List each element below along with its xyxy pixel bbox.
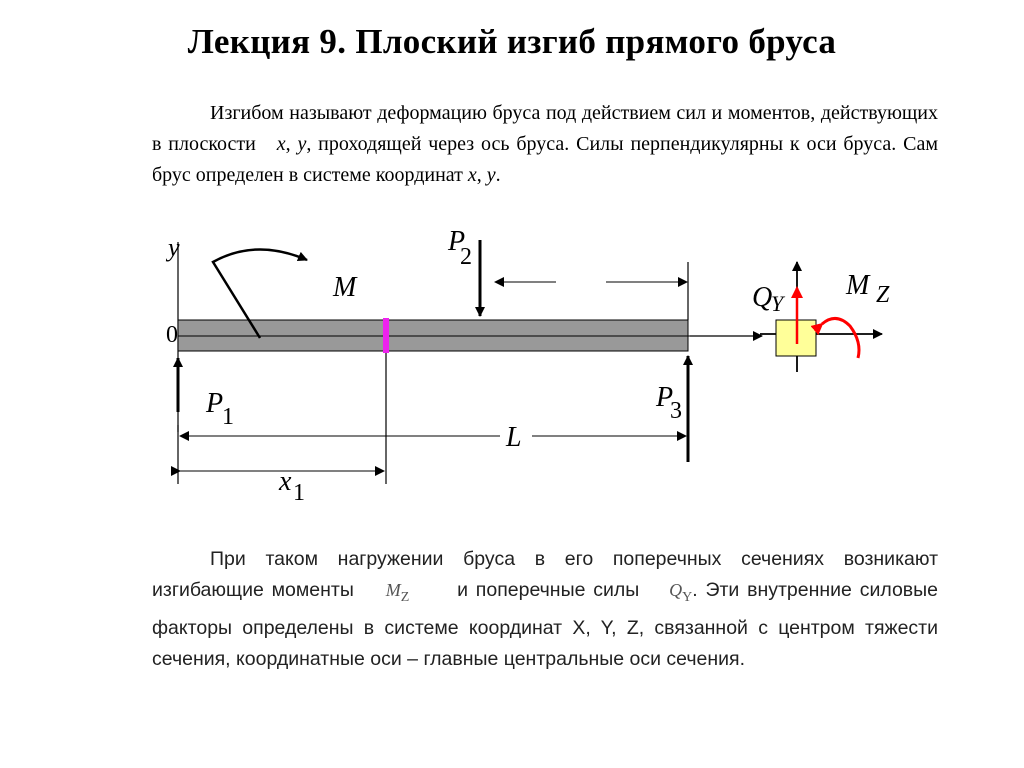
intro-text-2: , проходящей через ось бруса. Силы перпендикулярны к оси бруса. Сам брус определен в системе координат xyxy=(152,133,938,186)
intro-comma-2: , xyxy=(476,164,482,186)
p1-subscript: 1 xyxy=(222,404,234,430)
page-title: Лекция 9. Плоский изгиб прямого бруса xyxy=(187,22,837,61)
y-axis-label: y xyxy=(168,233,180,262)
intro-period: . xyxy=(495,164,501,186)
qy-symbol: Q xyxy=(669,580,683,600)
origin-label: 0 xyxy=(166,322,178,348)
p2-subscript: 2 xyxy=(460,244,472,270)
moment-z-subscript: Z xyxy=(876,282,890,308)
p3-subscript: 3 xyxy=(670,398,682,424)
bending-moment-arrow xyxy=(822,318,859,358)
intro-x2: x xyxy=(467,164,477,186)
intro-y2: y xyxy=(486,164,496,186)
intro-x: x xyxy=(276,133,286,155)
p3-label: P xyxy=(656,382,674,413)
intro-text-1: Изгибом называют деформацию бруса под действием сил и моментов, действующих в плоскости xyxy=(152,102,938,155)
conclusion-text-3: . Эти внутренние силовые факторы определены в системе координат X, Y, Z, связанной с центром тяжести сечения, координатные оси – главные центральные оси сечения. xyxy=(152,579,939,670)
p2-label: P xyxy=(448,226,466,257)
moment-label: M xyxy=(333,272,357,303)
mz-symbol: M xyxy=(385,580,401,600)
conclusion-paragraph xyxy=(152,544,938,675)
x1-subscript: 1 xyxy=(293,480,305,506)
conclusion-text-1: При таком нагружении бруса в его поперечных сечениях возникают изгибающие моменты xyxy=(152,548,938,601)
shear-label: Q xyxy=(752,282,773,313)
conclusion-text-2: и поперечные силы xyxy=(457,579,640,601)
intro-y: y xyxy=(297,133,307,155)
length-label: L xyxy=(506,422,522,453)
x1-label: x xyxy=(279,466,292,497)
moment-z-label: M xyxy=(846,270,870,301)
p1-label: P xyxy=(206,388,224,419)
intro-comma: , xyxy=(285,133,291,155)
shear-subscript: Y xyxy=(771,291,784,316)
qy-subscript: Y xyxy=(682,589,693,605)
mz-subscript: Z xyxy=(400,589,410,605)
